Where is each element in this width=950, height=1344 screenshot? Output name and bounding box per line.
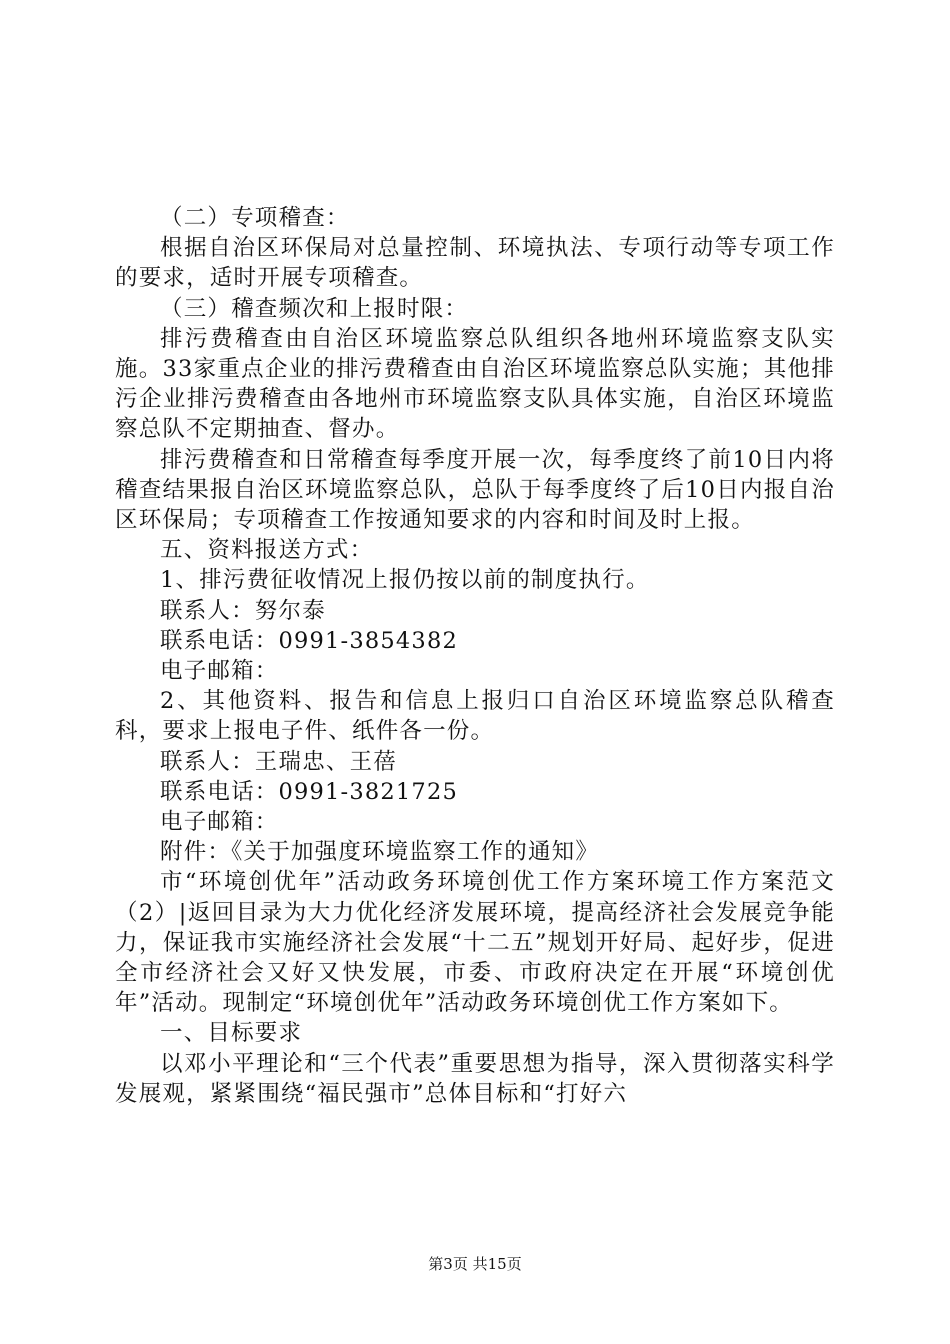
paragraph: 市“环境创优年”活动政务环境创优工作方案环境工作方案范文（2）|返回目录为大力优化经济发展环境，提高经济社会发展竞争能力，保证我市实施经济社会发展“十二五”规划开好局、起好步，促进全市经济社会又好又快发展，市委、市政府决定在开展“环境创优年”活动。现制定“环境创优年”活动政务环境创优工作方案如下。 bbox=[115, 869, 835, 1017]
paragraph: 联系人：王瑞忠、王蓓 bbox=[160, 748, 398, 775]
paragraph: 排污费稽查由自治区环境监察总队组织各地州环境监察支队实施。33家重点企业的排污费稽查由自治区环境监察总队实施；其他排污企业排污费稽查由各地州市环境监察支队具体实施，自治区环境监察总队不定期抽查、督办。 bbox=[115, 325, 835, 443]
paragraph: 根据自治区环保局对总量控制、环境执法、专项行动等专项工作的要求，适时开展专项稽查。 bbox=[115, 235, 835, 292]
page-number-footer: 第3页 共15页 bbox=[428, 1255, 522, 1273]
document-body bbox=[115, 203, 835, 1109]
paragraph: 五、资料报送方式： bbox=[160, 537, 374, 564]
paragraph: （二）专项稽查： bbox=[160, 205, 350, 231]
paragraph: （三）稽查频次和上报时限： bbox=[160, 295, 469, 322]
paragraph: 以邓小平理论和“三个代表”重要思想为指导，深入贯彻落实科学发展观，紧紧围绕“福民强市”总体目标和“打好六 bbox=[115, 1050, 835, 1107]
paragraph: 排污费稽查和日常稽查每季度开展一次，每季度终了前10日内将稽查结果报自治区环境监察总队，总队于每季度终了后10日内报自治区环保局；专项稽查工作按通知要求的内容和时间及时上报。 bbox=[115, 446, 835, 534]
paragraph: 附件：《关于加强度环境监察工作的通知》 bbox=[160, 839, 600, 866]
paragraph: 1、排污费征收情况上报仍按以前的制度执行。 bbox=[160, 567, 650, 594]
paragraph: 联系人：努尔泰 bbox=[160, 597, 326, 624]
paragraph: 联系电话：0991-3854382 bbox=[160, 627, 458, 654]
paragraph: 2、其他资料、报告和信息上报归口自治区环境监察总队稽查科，要求上报电子件、纸件各一份。 bbox=[115, 688, 835, 745]
paragraph: 联系电话：0991-3821725 bbox=[160, 778, 458, 805]
paragraph: 电子邮箱： bbox=[160, 809, 279, 836]
paragraph: 电子邮箱： bbox=[160, 658, 279, 685]
paragraph: 一、目标要求 bbox=[160, 1020, 303, 1047]
